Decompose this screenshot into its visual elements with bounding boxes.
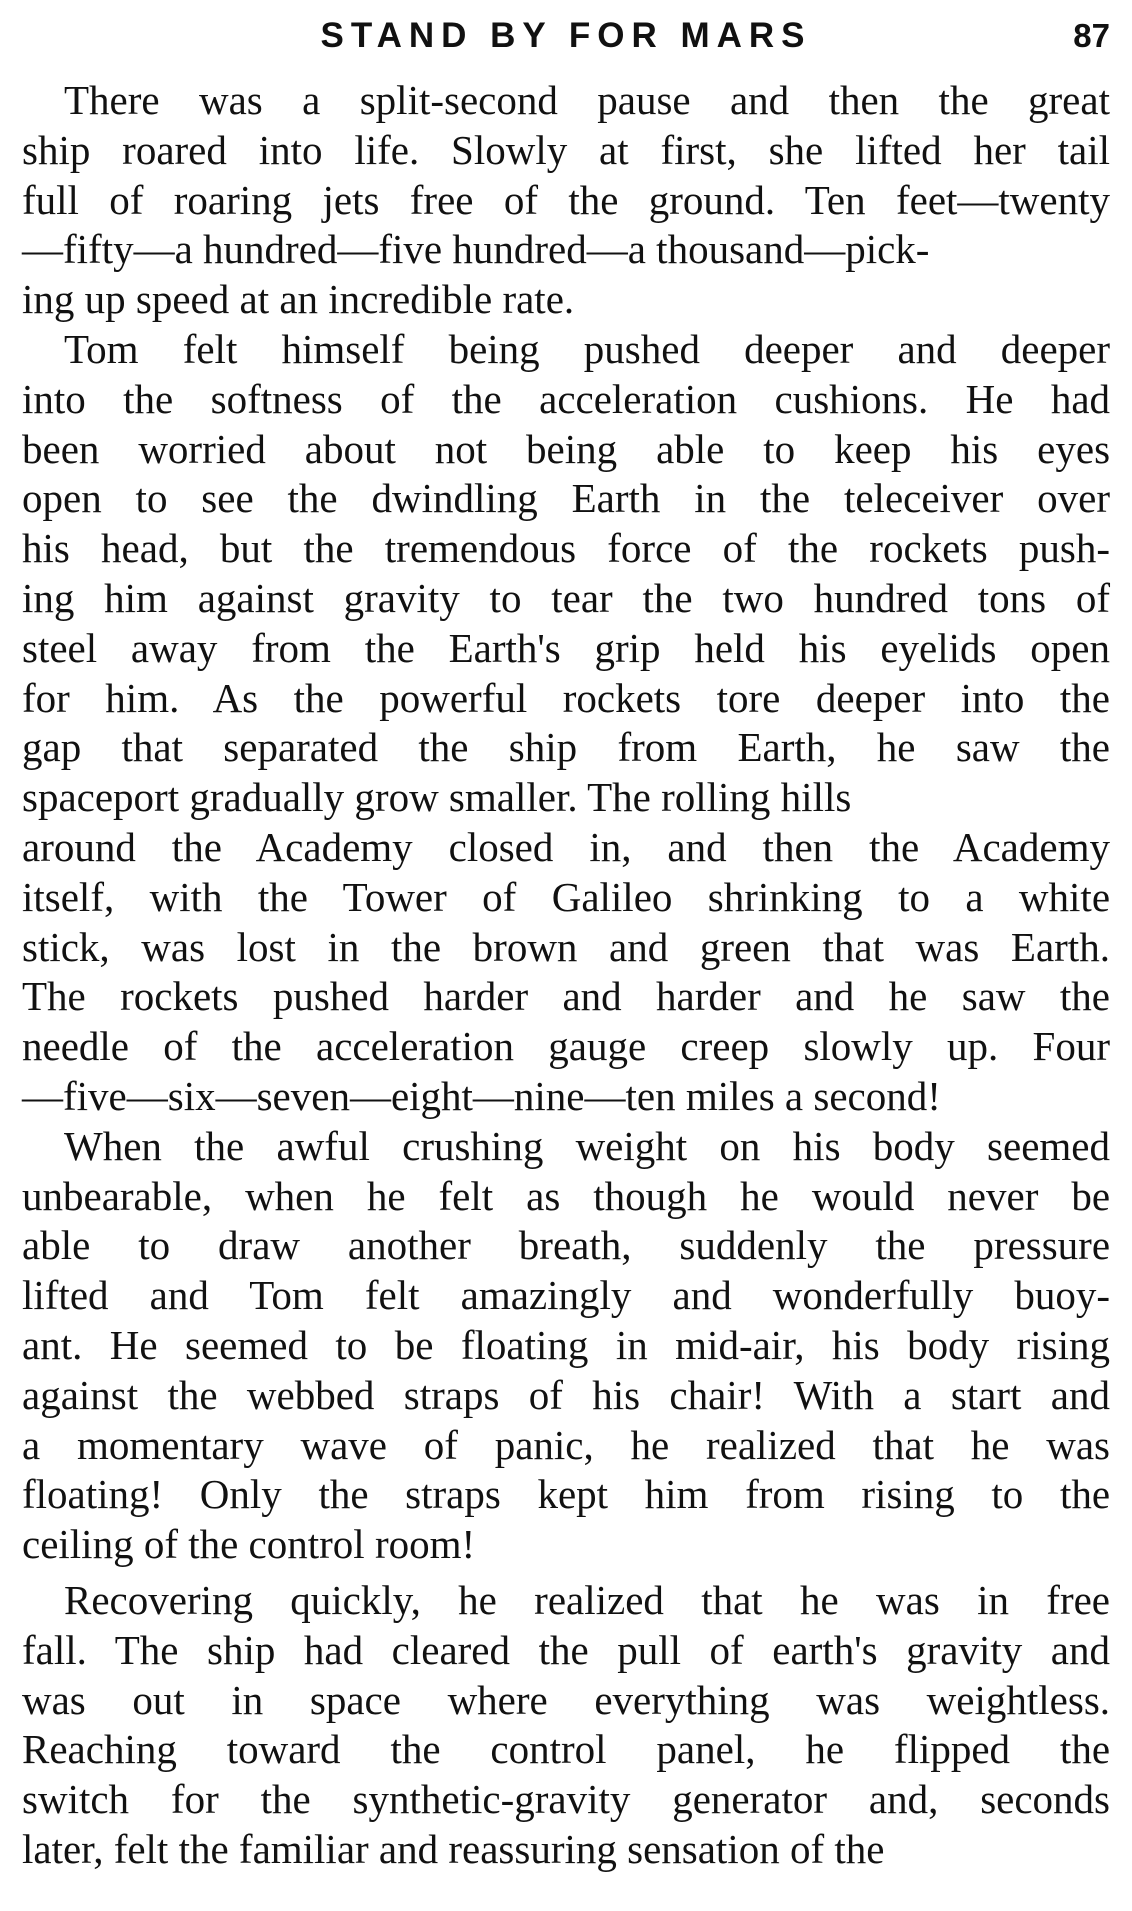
text-line: fall. The ship had cleared the pull of earth's gravity and [22, 1626, 1111, 1673]
text-line: There was a split-second pause and then the great [64, 77, 1110, 123]
paragraph [22, 76, 1110, 325]
text-line: Recovering quickly, he realized that he was in free [64, 1576, 1110, 1623]
text-line: full of roaring jets free of the ground. Ten feet—twenty [22, 176, 1110, 223]
text-line: gap that separated the ship from Earth, he saw the [22, 724, 1110, 771]
text-line: unbearable, when he felt as though he would never be [22, 1172, 1111, 1219]
text-line: ship roared into life. Slowly at first, she lifted her tail [22, 126, 1110, 173]
paragraph [22, 325, 1110, 1122]
text-line: itself, with the Tower of Galileo shrinking to a white [22, 873, 1111, 920]
text-line: Tom felt himself being pushed deeper and deeper [64, 325, 1111, 372]
text-line: was out in space where everything was weightless. [22, 1676, 1111, 1723]
paragraph [22, 1122, 1110, 1570]
text-line: later, felt the familiar and reassuring sensation of the [22, 1825, 885, 1872]
text-line: —fifty—a hundred—five hundred—a thousand—pick- [22, 226, 930, 273]
text-line: steel away from the Earth's grip held his eyelids open [22, 624, 1110, 671]
text-line: ant. He seemed to be floating in mid-air, his body rising [22, 1321, 1111, 1368]
text-line: around the Academy closed in, and then the Academy [22, 823, 1110, 870]
text-line: switch for the synthetic-gravity generator and, seconds [22, 1776, 1111, 1823]
text-line: able to draw another breath, suddenly the pressure [22, 1222, 1111, 1269]
text-line: ceiling of the control room! [22, 1521, 476, 1568]
running-header [22, 14, 1110, 58]
text-line: The rockets pushed harder and harder and he saw the [22, 973, 1110, 1020]
paragraph [22, 1576, 1110, 1875]
text-line: ing up speed at an incredible rate. [22, 276, 575, 323]
text-line: needle of the acceleration gauge creep slowly up. Four [22, 1023, 1111, 1070]
page-number: 87 [1073, 17, 1110, 54]
text-line: —five—six—seven—eight—nine—ten miles a second! [22, 1072, 941, 1119]
text-line: stick, was lost in the brown and green that was Earth. [22, 923, 1110, 970]
body-text [22, 76, 1110, 1875]
text-line: Reaching toward the control panel, he flipped the [22, 1726, 1111, 1773]
text-line: for him. As the powerful rockets tore deeper into the [22, 674, 1110, 721]
text-line: When the awful crushing weight on his body seemed [64, 1122, 1110, 1169]
text-line: lifted and Tom felt amazingly and wonderfully buoy- [22, 1272, 1110, 1319]
running-title: STAND BY FOR MARS [320, 16, 812, 55]
text-line: into the softness of the acceleration cushions. He had [22, 375, 1111, 422]
text-line: floating! Only the straps kept him from rising to the [22, 1471, 1111, 1518]
text-line: spaceport gradually grow smaller. The rolling hills [22, 774, 852, 821]
text-line: against the webbed straps of his chair! With a start and [22, 1371, 1110, 1418]
text-line: a momentary wave of panic, he realized that he was [22, 1421, 1110, 1468]
text-line: his head, but the tremendous force of the rockets push- [22, 525, 1111, 572]
text-line: open to see the dwindling Earth in the teleceiver over [22, 475, 1110, 522]
text-line: ing him against gravity to tear the two hundred tons of [22, 574, 1111, 621]
text-line: been worried about not being able to keep his eyes [22, 425, 1111, 472]
